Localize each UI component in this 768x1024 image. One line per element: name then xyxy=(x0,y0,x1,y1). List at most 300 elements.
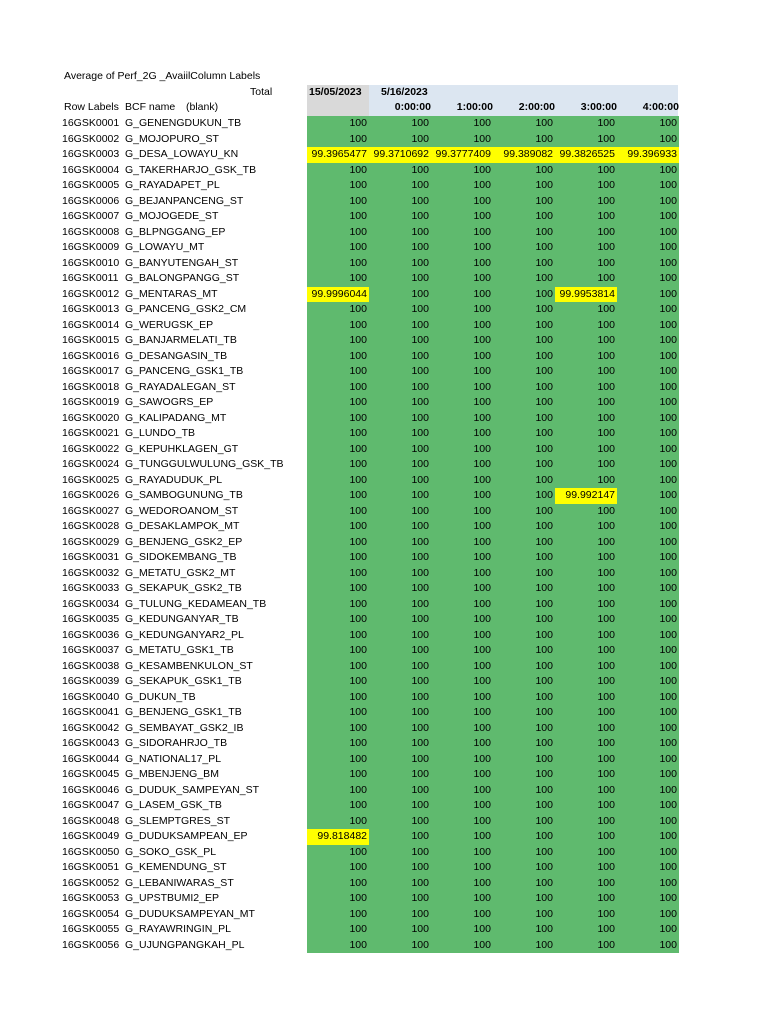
value-cell[interactable]: 100 xyxy=(307,876,369,892)
value-cell[interactable]: 100 xyxy=(493,612,555,628)
value-cell[interactable]: 100 xyxy=(555,333,617,349)
value-cell[interactable]: 100 xyxy=(493,271,555,287)
row-label[interactable]: 16GSK0020 xyxy=(62,411,120,424)
value-cell[interactable]: 100 xyxy=(555,891,617,907)
value-cell[interactable]: 100 xyxy=(369,209,431,225)
row-label[interactable]: 16GSK0025 xyxy=(62,473,120,486)
value-cell[interactable]: 100 xyxy=(555,535,617,551)
value-cell[interactable]: 100 xyxy=(307,628,369,644)
bcf-name[interactable]: G_TUNGGULWULUNG_GSK_TB xyxy=(125,458,284,470)
row-label[interactable]: 16GSK0034 xyxy=(62,597,120,610)
value-cell[interactable]: 100 xyxy=(617,395,679,411)
value-cell[interactable]: 100 xyxy=(493,333,555,349)
value-cell[interactable]: 100 xyxy=(307,333,369,349)
value-cell[interactable]: 100 xyxy=(369,798,431,814)
value-cell[interactable]: 100 xyxy=(307,535,369,551)
bcf-name[interactable]: G_RAYADUDUK_PL xyxy=(125,473,223,486)
value-cell[interactable]: 100 xyxy=(431,349,493,365)
value-cell[interactable]: 100 xyxy=(617,829,679,845)
value-cell[interactable]: 100 xyxy=(493,287,555,303)
value-cell[interactable]: 100 xyxy=(493,256,555,272)
value-cell[interactable]: 100 xyxy=(617,752,679,768)
value-cell[interactable]: 100 xyxy=(431,783,493,799)
value-cell[interactable]: 100 xyxy=(493,411,555,427)
value-cell[interactable]: 100 xyxy=(493,550,555,566)
value-cell[interactable]: 100 xyxy=(307,752,369,768)
value-cell[interactable]: 100 xyxy=(431,721,493,737)
value-cell[interactable]: 100 xyxy=(493,349,555,365)
value-cell[interactable]: 100 xyxy=(431,643,493,659)
bcf-name[interactable]: G_METATU_GSK1_TB xyxy=(125,644,234,656)
row-label[interactable]: 16GSK0035 xyxy=(62,613,120,625)
value-cell[interactable]: 100 xyxy=(369,225,431,241)
value-cell[interactable]: 100 xyxy=(369,364,431,380)
value-cell[interactable]: 100 xyxy=(307,519,369,535)
value-cell[interactable]: 100 xyxy=(431,457,493,473)
value-cell[interactable]: 100 xyxy=(617,380,679,396)
value-cell[interactable]: 100 xyxy=(307,845,369,861)
value-cell[interactable]: 100 xyxy=(617,209,679,225)
value-cell[interactable]: 100 xyxy=(555,426,617,442)
value-cell[interactable]: 100 xyxy=(493,473,555,489)
value-cell[interactable]: 100 xyxy=(617,814,679,830)
value-cell[interactable]: 100 xyxy=(617,783,679,799)
value-cell[interactable]: 100 xyxy=(369,457,431,473)
value-cell[interactable]: 100 xyxy=(493,240,555,256)
value-cell[interactable]: 100 xyxy=(555,194,617,210)
value-cell[interactable]: 100 xyxy=(555,240,617,256)
value-cell[interactable]: 99.9996044 xyxy=(307,287,369,303)
value-cell[interactable]: 100 xyxy=(493,798,555,814)
value-cell[interactable]: 100 xyxy=(369,271,431,287)
value-cell[interactable]: 100 xyxy=(307,891,369,907)
bcf-name[interactable]: G_SOKO_GSK_PL xyxy=(125,845,217,858)
bcf-name[interactable]: G_BANYUTENGAH_ST xyxy=(125,256,239,269)
value-cell[interactable]: 100 xyxy=(369,566,431,582)
bcf-name[interactable]: G_SLEMPTGRES_ST xyxy=(125,814,231,827)
value-cell[interactable]: 100 xyxy=(617,659,679,675)
value-cell[interactable]: 100 xyxy=(369,829,431,845)
row-label[interactable]: 16GSK0010 xyxy=(62,256,120,269)
value-cell[interactable]: 100 xyxy=(431,845,493,861)
value-cell[interactable]: 100 xyxy=(555,798,617,814)
bcf-name[interactable]: G_RAYADAPET_PL xyxy=(125,179,220,191)
value-cell[interactable]: 100 xyxy=(307,907,369,923)
value-cell[interactable]: 100 xyxy=(555,597,617,613)
value-cell[interactable]: 100 xyxy=(617,643,679,659)
value-cell[interactable]: 100 xyxy=(555,566,617,582)
bcf-name[interactable]: G_BANJARMELATI_TB xyxy=(125,334,237,346)
value-cell[interactable]: 100 xyxy=(431,519,493,535)
value-cell[interactable]: 100 xyxy=(493,178,555,194)
value-cell[interactable]: 100 xyxy=(493,116,555,132)
value-cell[interactable]: 100 xyxy=(369,938,431,954)
value-cell[interactable]: 99.3710692 xyxy=(369,147,431,163)
value-cell[interactable]: 100 xyxy=(307,504,369,520)
value-cell[interactable]: 100 xyxy=(369,116,431,132)
value-cell[interactable]: 100 xyxy=(431,550,493,566)
row-label[interactable]: 16GSK0017 xyxy=(62,365,120,377)
value-cell[interactable]: 100 xyxy=(617,163,679,179)
value-cell[interactable]: 100 xyxy=(493,581,555,597)
bcf-name[interactable]: G_BLPNGGANG_EP xyxy=(125,225,226,238)
value-cell[interactable]: 100 xyxy=(369,845,431,861)
bcf-name[interactable]: G_DESANGASIN_TB xyxy=(125,349,228,362)
row-label[interactable]: 16GSK0029 xyxy=(62,535,120,548)
value-cell[interactable]: 100 xyxy=(617,612,679,628)
value-cell[interactable]: 100 xyxy=(431,597,493,613)
bcf-name[interactable]: G_DUDUKSAMPEYAN_MT xyxy=(125,907,255,920)
value-cell[interactable]: 100 xyxy=(369,907,431,923)
value-cell[interactable]: 100 xyxy=(493,302,555,318)
value-cell[interactable]: 100 xyxy=(307,612,369,628)
time-header[interactable]: 3:00:00 xyxy=(580,101,617,113)
bcf-name[interactable]: G_WEDOROANOM_ST xyxy=(125,504,239,517)
value-cell[interactable]: 100 xyxy=(369,690,431,706)
value-cell[interactable]: 100 xyxy=(617,550,679,566)
bcf-name[interactable]: G_MOJOGEDE_ST xyxy=(125,210,219,222)
value-cell[interactable]: 100 xyxy=(307,473,369,489)
date-header-1[interactable]: 15/05/2023 xyxy=(309,86,362,98)
row-label[interactable]: 16GSK0031 xyxy=(62,551,120,563)
value-cell[interactable]: 100 xyxy=(493,504,555,520)
value-cell[interactable]: 99.3965477 xyxy=(307,147,369,163)
row-label[interactable]: 16GSK0043 xyxy=(62,737,120,749)
value-cell[interactable]: 100 xyxy=(617,349,679,365)
value-cell[interactable]: 100 xyxy=(555,612,617,628)
value-cell[interactable]: 100 xyxy=(307,798,369,814)
row-label[interactable]: 16GSK0007 xyxy=(62,210,120,222)
value-cell[interactable]: 100 xyxy=(307,132,369,148)
value-cell[interactable]: 100 xyxy=(431,194,493,210)
value-cell[interactable]: 100 xyxy=(493,814,555,830)
row-label[interactable]: 16GSK0012 xyxy=(62,287,120,300)
value-cell[interactable]: 100 xyxy=(617,628,679,644)
value-cell[interactable]: 100 xyxy=(431,240,493,256)
row-label[interactable]: 16GSK0039 xyxy=(62,675,120,687)
value-cell[interactable]: 100 xyxy=(431,659,493,675)
bcf-name[interactable]: G_NATIONAL17_PL xyxy=(125,752,222,765)
value-cell[interactable]: 100 xyxy=(493,876,555,892)
bcf-name[interactable]: G_RAYAWRINGIN_PL xyxy=(125,923,231,935)
value-cell[interactable]: 100 xyxy=(431,860,493,876)
value-cell[interactable]: 100 xyxy=(307,767,369,783)
value-cell[interactable]: 100 xyxy=(555,380,617,396)
value-cell[interactable]: 100 xyxy=(617,426,679,442)
value-cell[interactable]: 100 xyxy=(617,845,679,861)
row-label[interactable]: 16GSK0033 xyxy=(62,582,120,594)
value-cell[interactable]: 100 xyxy=(555,395,617,411)
value-cell[interactable]: 100 xyxy=(431,411,493,427)
value-cell[interactable]: 100 xyxy=(555,767,617,783)
bcf-name[interactable]: G_LEBANIWARAS_ST xyxy=(125,876,234,889)
value-cell[interactable]: 100 xyxy=(307,814,369,830)
value-cell[interactable]: 100 xyxy=(431,380,493,396)
value-cell[interactable]: 100 xyxy=(431,891,493,907)
bcf-name[interactable]: G_SEMBAYAT_GSK2_IB xyxy=(125,721,244,734)
value-cell[interactable]: 100 xyxy=(369,240,431,256)
value-cell[interactable]: 100 xyxy=(555,581,617,597)
value-cell[interactable]: 100 xyxy=(307,194,369,210)
row-label[interactable]: 16GSK0046 xyxy=(62,783,120,796)
value-cell[interactable]: 100 xyxy=(617,597,679,613)
value-cell[interactable]: 100 xyxy=(431,814,493,830)
value-cell[interactable]: 100 xyxy=(431,628,493,644)
value-cell[interactable]: 100 xyxy=(369,581,431,597)
value-cell[interactable]: 100 xyxy=(431,364,493,380)
value-cell[interactable]: 100 xyxy=(307,550,369,566)
value-cell[interactable]: 100 xyxy=(431,767,493,783)
value-cell[interactable]: 100 xyxy=(617,318,679,334)
value-cell[interactable]: 100 xyxy=(493,488,555,504)
row-labels-header[interactable]: Row Labels xyxy=(64,101,119,113)
value-cell[interactable]: 100 xyxy=(307,364,369,380)
row-label[interactable]: 16GSK0047 xyxy=(62,799,120,811)
value-cell[interactable]: 100 xyxy=(307,271,369,287)
value-cell[interactable]: 100 xyxy=(555,643,617,659)
value-cell[interactable]: 100 xyxy=(555,752,617,768)
value-cell[interactable]: 100 xyxy=(369,891,431,907)
value-cell[interactable]: 100 xyxy=(617,674,679,690)
value-cell[interactable]: 100 xyxy=(617,566,679,582)
row-label[interactable]: 16GSK0006 xyxy=(62,194,120,207)
bcf-name[interactable]: G_DUDUKSAMPEAN_EP xyxy=(125,830,248,842)
value-cell[interactable]: 100 xyxy=(431,209,493,225)
value-cell[interactable]: 100 xyxy=(307,349,369,365)
value-cell[interactable]: 100 xyxy=(555,163,617,179)
bcf-name[interactable]: G_LUNDO_TB xyxy=(125,427,196,439)
bcf-name[interactable]: G_RAYADALEGAN_ST xyxy=(125,380,236,393)
value-cell[interactable]: 100 xyxy=(555,860,617,876)
date-header-2[interactable]: 5/16/2023 xyxy=(381,86,428,98)
value-cell[interactable]: 100 xyxy=(493,829,555,845)
row-label[interactable]: 16GSK0041 xyxy=(62,706,120,718)
value-cell[interactable]: 100 xyxy=(369,674,431,690)
value-cell[interactable]: 100 xyxy=(555,907,617,923)
value-cell[interactable]: 100 xyxy=(431,674,493,690)
value-cell[interactable]: 100 xyxy=(431,581,493,597)
bcf-name[interactable]: G_KEMENDUNG_ST xyxy=(125,861,227,873)
value-cell[interactable]: 100 xyxy=(431,225,493,241)
value-cell[interactable]: 100 xyxy=(555,845,617,861)
value-cell[interactable]: 100 xyxy=(493,395,555,411)
value-cell[interactable]: 100 xyxy=(431,736,493,752)
value-cell[interactable]: 100 xyxy=(431,163,493,179)
value-cell[interactable]: 100 xyxy=(555,876,617,892)
bcf-name-header[interactable]: BCF name xyxy=(125,101,176,113)
value-cell[interactable]: 100 xyxy=(617,271,679,287)
time-header[interactable]: 1:00:00 xyxy=(456,101,493,113)
value-cell[interactable]: 100 xyxy=(493,132,555,148)
value-cell[interactable]: 100 xyxy=(617,907,679,923)
value-cell[interactable]: 100 xyxy=(369,767,431,783)
value-cell[interactable]: 100 xyxy=(617,132,679,148)
value-cell[interactable]: 100 xyxy=(555,132,617,148)
value-cell[interactable]: 100 xyxy=(617,876,679,892)
value-cell[interactable]: 100 xyxy=(493,736,555,752)
value-cell[interactable]: 100 xyxy=(307,659,369,675)
bcf-name[interactable]: G_TULUNG_KEDAMEAN_TB xyxy=(125,597,267,610)
row-label[interactable]: 16GSK0053 xyxy=(62,892,120,904)
value-cell[interactable]: 100 xyxy=(617,798,679,814)
value-cell[interactable]: 100 xyxy=(617,287,679,303)
value-cell[interactable]: 100 xyxy=(369,659,431,675)
value-cell[interactable]: 100 xyxy=(555,442,617,458)
value-cell[interactable]: 100 xyxy=(369,736,431,752)
value-cell[interactable]: 100 xyxy=(369,442,431,458)
value-cell[interactable]: 100 xyxy=(555,256,617,272)
row-label[interactable]: 16GSK0009 xyxy=(62,241,120,253)
value-cell[interactable]: 100 xyxy=(617,721,679,737)
value-cell[interactable]: 100 xyxy=(555,814,617,830)
value-cell[interactable]: 100 xyxy=(493,690,555,706)
value-cell[interactable]: 100 xyxy=(617,690,679,706)
bcf-name[interactable]: G_PANCENG_GSK1_TB xyxy=(125,365,244,377)
value-cell[interactable]: 100 xyxy=(617,860,679,876)
value-cell[interactable]: 100 xyxy=(493,783,555,799)
value-cell[interactable]: 100 xyxy=(617,705,679,721)
value-cell[interactable]: 100 xyxy=(369,628,431,644)
row-label[interactable]: 16GSK0024 xyxy=(62,458,120,470)
bcf-name[interactable]: G_KEPUHKLAGEN_GT xyxy=(125,442,239,455)
value-cell[interactable]: 100 xyxy=(307,783,369,799)
value-cell[interactable]: 100 xyxy=(493,442,555,458)
value-cell[interactable]: 100 xyxy=(369,349,431,365)
value-cell[interactable]: 100 xyxy=(493,907,555,923)
value-cell[interactable]: 100 xyxy=(369,752,431,768)
value-cell[interactable]: 100 xyxy=(555,690,617,706)
bcf-name[interactable]: G_DESA_LOWAYU_KN xyxy=(125,148,239,160)
value-cell[interactable]: 100 xyxy=(369,287,431,303)
value-cell[interactable]: 100 xyxy=(617,736,679,752)
row-label[interactable]: 16GSK0036 xyxy=(62,628,120,641)
value-cell[interactable]: 100 xyxy=(555,225,617,241)
value-cell[interactable]: 99.396933 xyxy=(617,147,679,163)
value-cell[interactable]: 100 xyxy=(431,612,493,628)
row-label[interactable]: 16GSK0011 xyxy=(62,272,119,284)
value-cell[interactable]: 100 xyxy=(555,519,617,535)
value-cell[interactable]: 100 xyxy=(307,116,369,132)
value-cell[interactable]: 100 xyxy=(555,628,617,644)
row-label[interactable]: 16GSK0016 xyxy=(62,349,120,362)
value-cell[interactable]: 100 xyxy=(369,504,431,520)
value-cell[interactable]: 100 xyxy=(307,736,369,752)
value-cell[interactable]: 100 xyxy=(431,907,493,923)
value-cell[interactable]: 100 xyxy=(617,194,679,210)
bcf-name[interactable]: G_DUDUK_SAMPEYAN_ST xyxy=(125,783,260,796)
value-cell[interactable]: 100 xyxy=(617,922,679,938)
bcf-name[interactable]: G_SIDOKEMBANG_TB xyxy=(125,551,237,563)
value-cell[interactable]: 100 xyxy=(555,550,617,566)
value-cell[interactable]: 100 xyxy=(307,380,369,396)
value-cell[interactable]: 100 xyxy=(493,535,555,551)
row-label[interactable]: 16GSK0055 xyxy=(62,923,120,935)
value-cell[interactable]: 100 xyxy=(555,302,617,318)
value-cell[interactable]: 100 xyxy=(369,922,431,938)
value-cell[interactable]: 100 xyxy=(555,705,617,721)
value-cell[interactable]: 100 xyxy=(307,488,369,504)
value-cell[interactable]: 100 xyxy=(307,457,369,473)
row-label[interactable]: 16GSK0015 xyxy=(62,334,120,346)
value-cell[interactable]: 100 xyxy=(555,364,617,380)
value-cell[interactable]: 100 xyxy=(555,411,617,427)
value-cell[interactable]: 100 xyxy=(617,581,679,597)
value-cell[interactable]: 100 xyxy=(493,643,555,659)
value-cell[interactable]: 100 xyxy=(555,674,617,690)
row-label[interactable]: 16GSK0022 xyxy=(62,442,120,455)
value-cell[interactable]: 100 xyxy=(431,333,493,349)
bcf-name[interactable]: G_UPSTBUMI2_EP xyxy=(125,892,219,904)
bcf-name[interactable]: G_KESAMBENKULON_ST xyxy=(125,659,253,672)
bcf-name[interactable]: G_KEDUNGANYAR_TB xyxy=(125,613,239,625)
value-cell[interactable]: 100 xyxy=(493,752,555,768)
value-cell[interactable]: 100 xyxy=(431,829,493,845)
value-cell[interactable]: 100 xyxy=(369,860,431,876)
value-cell[interactable]: 100 xyxy=(493,318,555,334)
row-label[interactable]: 16GSK0013 xyxy=(62,303,120,315)
row-label[interactable]: 16GSK0054 xyxy=(62,907,120,920)
value-cell[interactable]: 100 xyxy=(493,519,555,535)
value-cell[interactable]: 100 xyxy=(493,426,555,442)
value-cell[interactable]: 100 xyxy=(369,705,431,721)
value-cell[interactable]: 100 xyxy=(431,488,493,504)
value-cell[interactable]: 100 xyxy=(307,442,369,458)
value-cell[interactable]: 100 xyxy=(369,550,431,566)
value-cell[interactable]: 100 xyxy=(617,240,679,256)
row-label[interactable]: 16GSK0051 xyxy=(62,861,120,873)
bcf-name[interactable]: G_BEJANPANCENG_ST xyxy=(125,194,244,207)
value-cell[interactable]: 100 xyxy=(493,163,555,179)
row-label[interactable]: 16GSK0028 xyxy=(62,520,120,532)
value-cell[interactable]: 100 xyxy=(617,473,679,489)
row-label[interactable]: 16GSK0049 xyxy=(62,830,120,842)
row-label[interactable]: 16GSK0040 xyxy=(62,690,120,703)
bcf-name[interactable]: G_UJUNGPANGKAH_PL xyxy=(125,938,245,951)
value-cell[interactable]: 100 xyxy=(493,938,555,954)
value-cell[interactable]: 100 xyxy=(307,178,369,194)
value-cell[interactable]: 100 xyxy=(617,364,679,380)
bcf-name[interactable]: G_KALIPADANG_MT xyxy=(125,411,227,424)
value-cell[interactable]: 100 xyxy=(369,333,431,349)
value-cell[interactable]: 100 xyxy=(617,302,679,318)
time-header[interactable]: 4:00:00 xyxy=(642,101,679,113)
value-cell[interactable]: 100 xyxy=(369,194,431,210)
bcf-name[interactable]: G_PANCENG_GSK2_CM xyxy=(125,303,247,315)
value-cell[interactable]: 100 xyxy=(493,767,555,783)
bcf-name[interactable]: G_GENENGDUKUN_TB xyxy=(125,117,242,129)
value-cell[interactable]: 100 xyxy=(369,597,431,613)
row-label[interactable]: 16GSK0014 xyxy=(62,318,120,331)
bcf-name[interactable]: G_MENTARAS_MT xyxy=(125,287,218,300)
bcf-name[interactable]: G_SIDORAHRJO_TB xyxy=(125,737,228,749)
value-cell[interactable]: 100 xyxy=(617,178,679,194)
value-cell[interactable]: 100 xyxy=(307,674,369,690)
value-cell[interactable]: 100 xyxy=(307,256,369,272)
value-cell[interactable]: 100 xyxy=(555,318,617,334)
value-cell[interactable]: 100 xyxy=(307,318,369,334)
value-cell[interactable]: 100 xyxy=(493,225,555,241)
bcf-name[interactable]: G_DESAKLAMPOK_MT xyxy=(125,520,240,532)
value-cell[interactable]: 100 xyxy=(369,163,431,179)
value-cell[interactable]: 100 xyxy=(369,643,431,659)
row-label[interactable]: 16GSK0032 xyxy=(62,566,120,579)
value-cell[interactable]: 100 xyxy=(431,690,493,706)
row-label[interactable]: 16GSK0045 xyxy=(62,768,120,780)
bcf-name[interactable]: G_SAMBOGUNUNG_TB xyxy=(125,489,243,501)
row-label[interactable]: 16GSK0048 xyxy=(62,814,120,827)
value-cell[interactable]: 100 xyxy=(431,302,493,318)
bcf-name[interactable]: G_SEKAPUK_GSK1_TB xyxy=(125,675,242,687)
